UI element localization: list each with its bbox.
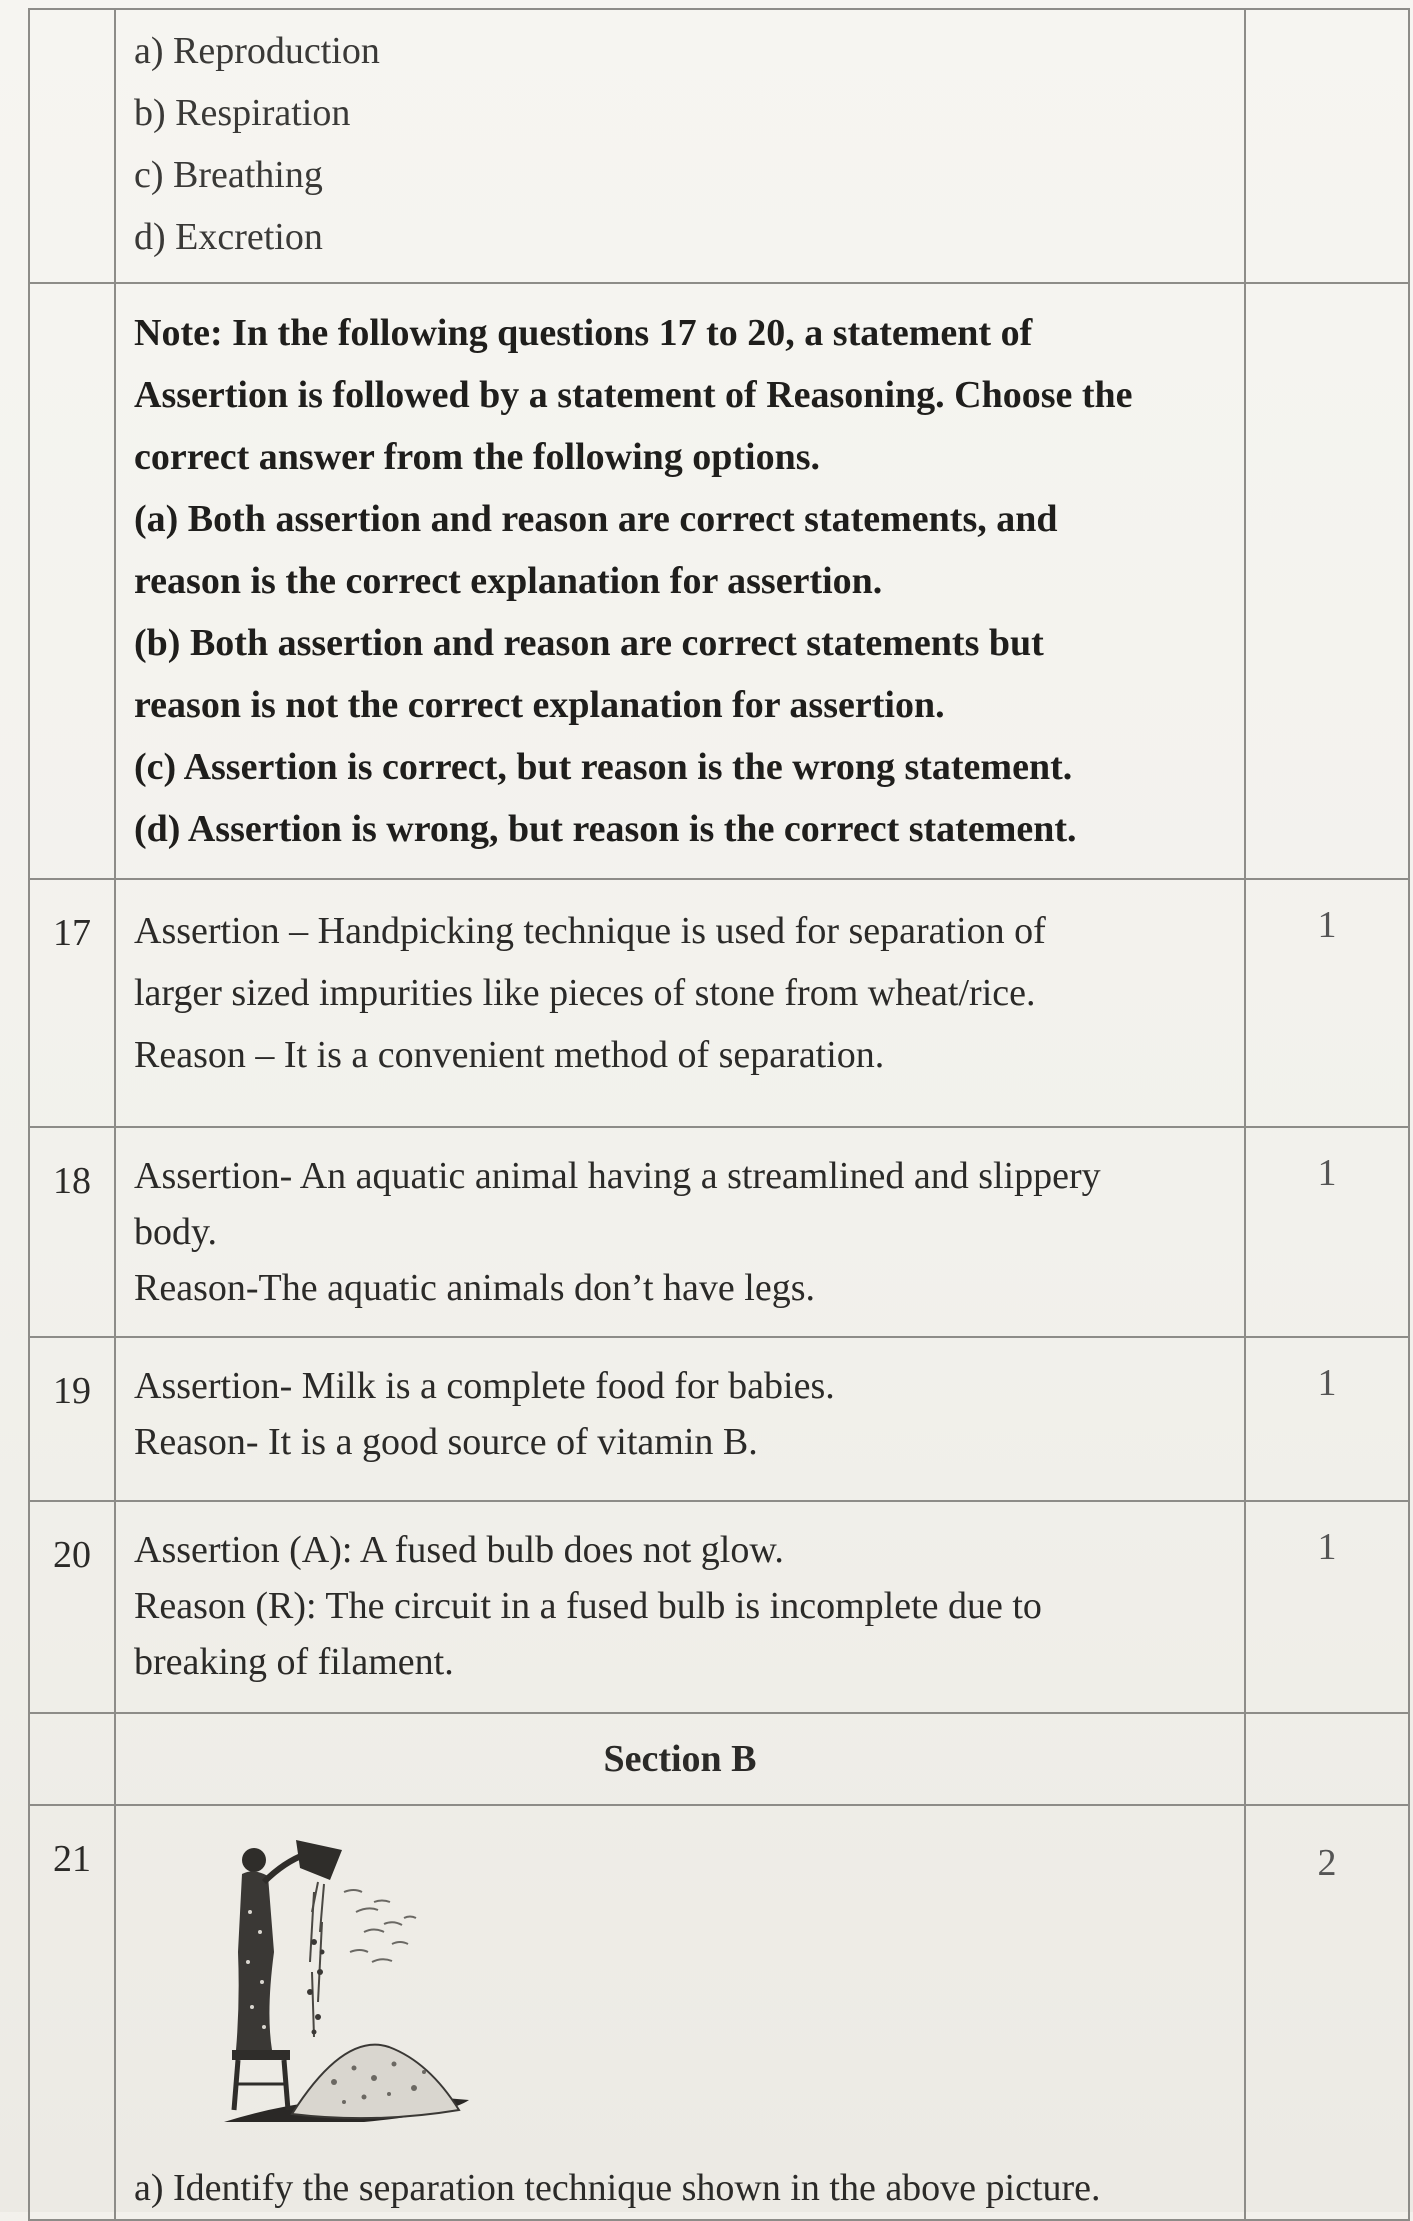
note-line: correct answer from the following options. bbox=[134, 436, 821, 478]
marks-cell bbox=[1245, 9, 1409, 283]
marks: 1 bbox=[1245, 1127, 1409, 1337]
figure-container bbox=[134, 1814, 1222, 2219]
question-row-17 bbox=[29, 879, 1409, 1127]
note-line: Assertion is followed by a statement of Reasoning. Choose the bbox=[134, 374, 1133, 416]
marks: 1 bbox=[1245, 1337, 1409, 1501]
question-number: 20 bbox=[29, 1501, 115, 1713]
reason-line: breaking of filament. bbox=[134, 1641, 454, 1683]
question-number: 21 bbox=[29, 1805, 115, 2220]
marks: 2 bbox=[1245, 1805, 1409, 2220]
note-option-line: (c) Assertion is correct, but reason is the wrong statement. bbox=[134, 746, 1073, 788]
note-line: Note: In the following questions 17 to 20, a statement of bbox=[134, 312, 1033, 354]
note-option-line: (d) Assertion is wrong, but reason is the correct statement. bbox=[134, 808, 1077, 850]
winnowing-illustration bbox=[214, 1832, 504, 2132]
marks-cell bbox=[1245, 283, 1409, 879]
option-a: a) Reproduction bbox=[134, 30, 380, 72]
assertion-line: Assertion- An aquatic animal having a streamlined and slippery bbox=[134, 1155, 1101, 1197]
marks: 1 bbox=[1245, 1501, 1409, 1713]
question-text bbox=[115, 1805, 1245, 2220]
assertion-line: larger sized impurities like pieces of stone from wheat/rice. bbox=[134, 972, 1036, 1014]
question-number: 19 bbox=[29, 1337, 115, 1501]
assertion-line: Assertion – Handpicking technique is used for separation of bbox=[134, 910, 1046, 952]
reason-line: Reason- It is a good source of vitamin B. bbox=[134, 1421, 758, 1463]
question-row-19 bbox=[29, 1337, 1409, 1501]
marks: 1 bbox=[1245, 879, 1409, 1127]
note-option-line: reason is not the correct explanation for assertion. bbox=[134, 684, 945, 726]
note-option-line: reason is the correct explanation for assertion. bbox=[134, 560, 883, 602]
option-d: d) Excretion bbox=[134, 216, 323, 258]
question-text bbox=[115, 1501, 1245, 1713]
empty-cell bbox=[1245, 1713, 1409, 1805]
option-b: b) Respiration bbox=[134, 92, 351, 134]
question-number-cell bbox=[29, 9, 115, 283]
q16-options bbox=[115, 9, 1245, 283]
section-heading: Section B bbox=[115, 1713, 1245, 1805]
reason-line: Reason (R): The circuit in a fused bulb is incomplete due to bbox=[134, 1585, 1042, 1627]
question-text bbox=[115, 1337, 1245, 1501]
question-number-cell bbox=[29, 283, 115, 879]
question-table bbox=[28, 8, 1410, 2221]
option-c: c) Breathing bbox=[134, 154, 323, 196]
question-row-20 bbox=[29, 1501, 1409, 1713]
empty-cell bbox=[29, 1713, 115, 1805]
assertion-line: Assertion- Milk is a complete food for babies. bbox=[134, 1365, 835, 1407]
assertion-line: Assertion (A): A fused bulb does not glow. bbox=[134, 1529, 784, 1571]
reason-line: Reason – It is a convenient method of separation. bbox=[134, 1034, 885, 1076]
note-option-line: (a) Both assertion and reason are correct statements, and bbox=[134, 498, 1058, 540]
note-option-line: (b) Both assertion and reason are correct statements but bbox=[134, 622, 1044, 664]
question-row-18 bbox=[29, 1127, 1409, 1337]
section-b-row bbox=[29, 1713, 1409, 1805]
question-caption: a) Identify the separation technique shown in the above picture. bbox=[134, 2167, 1101, 2209]
question-text bbox=[115, 1127, 1245, 1337]
note-row bbox=[29, 283, 1409, 879]
question-number: 17 bbox=[29, 879, 115, 1127]
assertion-line: body. bbox=[134, 1211, 218, 1253]
question-text bbox=[115, 879, 1245, 1127]
question-row-21 bbox=[29, 1805, 1409, 2220]
q16-options-row bbox=[29, 9, 1409, 283]
reason-line: Reason-The aquatic animals don’t have legs. bbox=[134, 1267, 815, 1309]
assertion-reason-note bbox=[115, 283, 1245, 879]
question-number: 18 bbox=[29, 1127, 115, 1337]
